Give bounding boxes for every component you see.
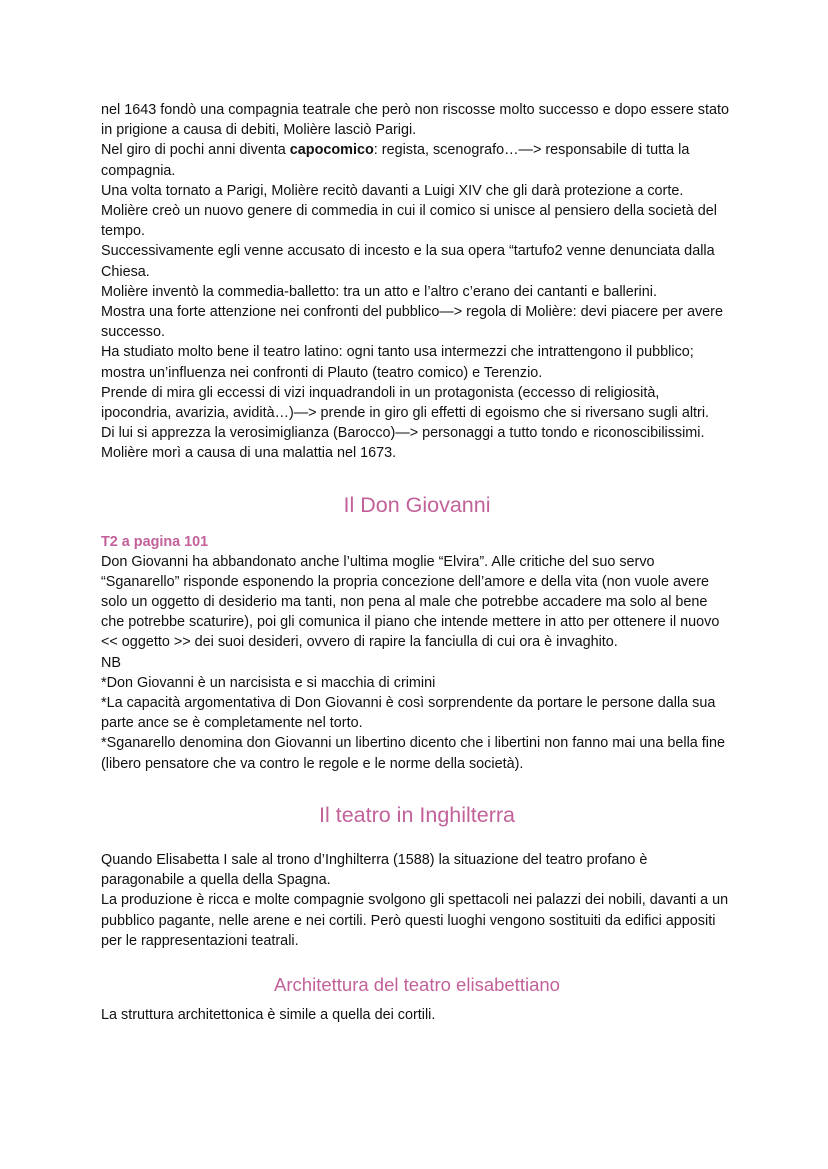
don-giovanni-heading: Il Don Giovanni — [343, 492, 491, 517]
note-3: *Sganarello denomina don Giovanni un libertino dicento che i libertini non fanno mai una bella fine (libero pensatore che va contro le regole e le norme della società). — [101, 735, 726, 772]
intro-paragraph-9: Prende di mira gli eccessi di vizi inquadrandoli in un protagonista (eccesso di religiosità, ipocondria, avarizia, avidità…)—> prende in giro gli effetti di egoismo che si riversano sugli altri. — [101, 384, 710, 422]
intro-paragraph-6: Molière inventò la commedia-balletto: tra un atto e l’altro c’erano dei cantanti e ballerini. — [101, 283, 657, 300]
intro-paragraph-1: nel 1643 fondò una compagnia teatrale che però non riscosse molto successo e dopo essere stato in prigione a causa di debiti, Molière lasciò Parigi. — [101, 102, 729, 139]
document-page — [101, 100, 733, 1025]
intro-paragraph-2-end: : regista, scenografo…—> responsabile di tutta la compagnia. — [101, 142, 690, 179]
capocomico-bold: capocomico — [289, 142, 374, 159]
intro-paragraph-10: Di lui si apprezza la verosimiglianza (Barocco)—> personaggi a tutto tondo e riconoscibilissimi. — [101, 425, 705, 442]
intro-paragraph-2 — [101, 140, 733, 180]
nb-label: NB — [101, 654, 121, 671]
intro-paragraph-11: Molière morì a causa di una malattia nel 1673. — [101, 445, 397, 462]
intro-paragraph-8: Ha studiato molto bene il teatro latino: ogni tanto usa intermezzi che intrattengono il pubblico; mostra un’influenza nei confronti di Plauto (teatro comico) e Terenzio. — [101, 344, 694, 381]
note-2: *La capacità argomentativa di Don Giovanni è così sorprendente da portare le persone dalla sua parte ance se è completamente nel torto. — [101, 695, 716, 732]
intro-paragraph-7: Mostra una forte attenzione nei confronti del pubblico—> regola di Molière: devi piacere per avere successo. — [101, 304, 723, 341]
inghilterra-paragraph-1: Quando Elisabetta I sale al trono d’Inghilterra (1588) la situazione del teatro profano è paragonabile a quella della Spagna. — [101, 851, 648, 889]
intro-paragraph-5: Successivamente egli venne accusato di incesto e la sua opera “tartufo2 venne denunciata dalla Chiesa. — [101, 243, 715, 280]
inghilterra-paragraph-2: La produzione è ricca e molte compagnie svolgono gli spettacoli nei palazzi dei nobili, davanti a un pubblico pagante, nelle arene e nei cortili. Però questi luoghi vengono sostituiti da edifici appositi per le rappresentazioni teatrali. — [101, 892, 729, 949]
don-giovanni-paragraph: Don Giovanni ha abbandonato anche l’ultima moglie “Elvira”. Alle critiche del suo servo “Sganarello” risponde esponendo la propria concezione dell’amore e della vita (non vuole avere solo un oggetto di desiderio ma tanti, non pena al male che potrebbe accadere ma solo al bene che potrebbe scaturire), poi gli comunica il piano che intende mettere in atto per ottenere il nuovo << oggetto >> dei suoi desideri, ovvero di rapire la fanciulla di cui ora è invaghito. — [101, 553, 720, 651]
inghilterra-heading: Il teatro in Inghilterra — [319, 802, 515, 827]
intro-paragraph-2-start: Nel giro di pochi anni diventa — [101, 142, 290, 159]
architettura-heading: Architettura del teatro elisabettiano — [274, 973, 560, 995]
don-giovanni-subtitle: T2 a pagina 101 — [101, 533, 209, 550]
note-1: *Don Giovanni è un narcisista e si macchia di crimini — [101, 674, 436, 691]
intro-paragraph-3: Una volta tornato a Parigi, Molière recitò davanti a Luigi XIV che gli darà protezione a corte. — [101, 182, 684, 199]
architettura-paragraph: La struttura architettonica è simile a quella dei cortili. — [101, 1006, 436, 1023]
intro-paragraph-4: Molière creò un nuovo genere di commedia in cui il comico si unisce al pensiero della società del tempo. — [101, 203, 717, 240]
